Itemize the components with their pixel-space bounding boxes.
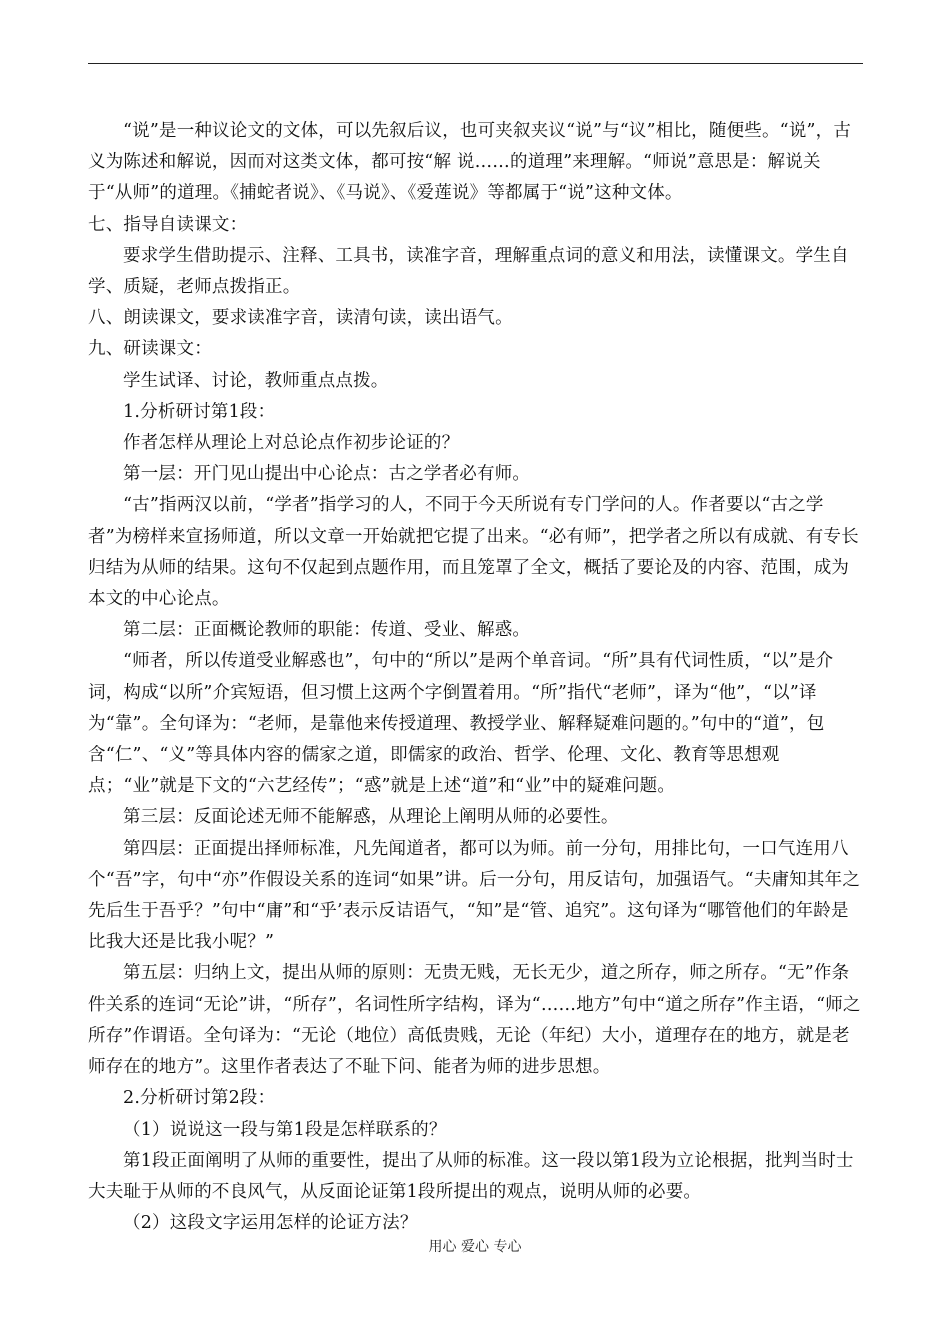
paragraph-shuo-genre: “说”是一种议论文的文体，可以先叙后议，也可夹叙夹议“说”与“议”相比，随便些。“说”，古义为陈述和解说，因而对这类文体，都可按“解 说……的道理”来理解。“师说”意思是：解说关于“从师”的道理。《捕蛇者说》、《马说》、《爱莲说》等都属于“说”这种文体。 [88,121,852,204]
subheading-part-1: 1.分析研讨第1段： [123,401,276,422]
subheading-part-2: 2.分析研讨第2段： [123,1088,276,1109]
paragraph-self-study: 要求学生借助提示、注释、工具书，读准字音，理解重点词的意义和用法，读懂课文。学生自学、质疑，老师点拨指正。 [88,245,849,298]
layer-3-heading: 第三层：反面论述无师不能解惑，从理论上阐明从师的必要性。 [123,807,619,828]
header-rule [88,63,863,64]
layer-2-explanation: “师者，所以传道受业解惑也”，句中的“所以”是两个单音词。“所”具有代词性质，“以”是介词，构成“以所”介宾短语，但习惯上这两个字倒置着用。“所”指代“老师”，译为“他”，“以”译为“靠”。全句译为：“老师，是靠他来传授道理、教授学业、解释疑难问题的。”句中的“道”，包含“仁”、“义”等具体内容的儒家之道，即儒家的政治、哲学、伦理、文化、教育等思想观点；“业”就是下文的“六艺经传”；“惑”就是上述“道”和“业”中的疑难问题。 [88,651,834,797]
heading-section-7: 七、指导自读课文： [88,214,248,235]
heading-section-8: 八、朗读课文，要求读准字音，读清句读，读出语气。 [88,308,513,329]
document-body [88,116,863,1239]
question-1: （1）说说这一段与第1段是怎样联系的？ [123,1119,447,1140]
paragraph-discussion: 学生试译、讨论，教师重点点拨。 [123,370,389,391]
question-2: （2）这段文字运用怎样的论证方法？ [123,1213,418,1234]
layer-4-paragraph: 第四层：正面提出择师标准，凡先闻道者，都可以为师。前一分句，用排比句，一口气连用八个“吾”字，句中“亦”作假设关系的连词“如果”讲。后一分句，用反诘句，加强语气。“夫庸知其年之先后生于吾乎？”句中“庸”和“乎’表示反诘语气，“知”是“管、追究”。这句译为“哪管他们的年龄是比我大还是比我小呢？” [88,838,861,953]
layer-1-explanation: “古”指两汉以前，“学者”指学习的人，不同于今天所说有专门学问的人。作者要以“古之学者”为榜样来宣扬师道，所以文章一开始就把它提了出来。“必有师”，把学者之所以有成就、有专长归结为从师的结果。这句不仅起到点题作用，而且笼罩了全文，概括了要论及的内容、范围，成为本文的中心论点。 [88,495,859,610]
question-argument: 作者怎样从理论上对总论点作初步论证的？ [123,433,460,454]
layer-1-heading: 第一层：开门见山提出中心论点：古之学者必有师。 [123,464,531,485]
page-footer: 用心 爱心 专心 [428,1239,522,1255]
answer-1: 第1段正面阐明了从师的重要性，提出了从师的标准。这一段以第1段为立论根据，批判当时士大夫耻于从师的不良风气，从反面论证第1段所提出的观点，说明从师的必要。 [88,1150,854,1202]
heading-section-9: 九、研读课文： [88,339,212,360]
layer-2-heading: 第二层：正面概论教师的职能：传道、受业、解惑。 [123,620,531,641]
layer-5-paragraph: 第五层：归纳上文，提出从师的原则：无贵无贱，无长无少，道之所存，师之所存。“无”作条件关系的连词“无论”讲，“所存”，名词性所字结构，译为“……地方”句中“道之所存”作主语，“师之所存”作谓语。全句译为：“无论（地位）高低贵贱，无论（年纪）大小，道理存在的地方，就是老师存在的地方”。这里作者表达了不耻下问、能者为师的进步思想。 [88,963,861,1078]
